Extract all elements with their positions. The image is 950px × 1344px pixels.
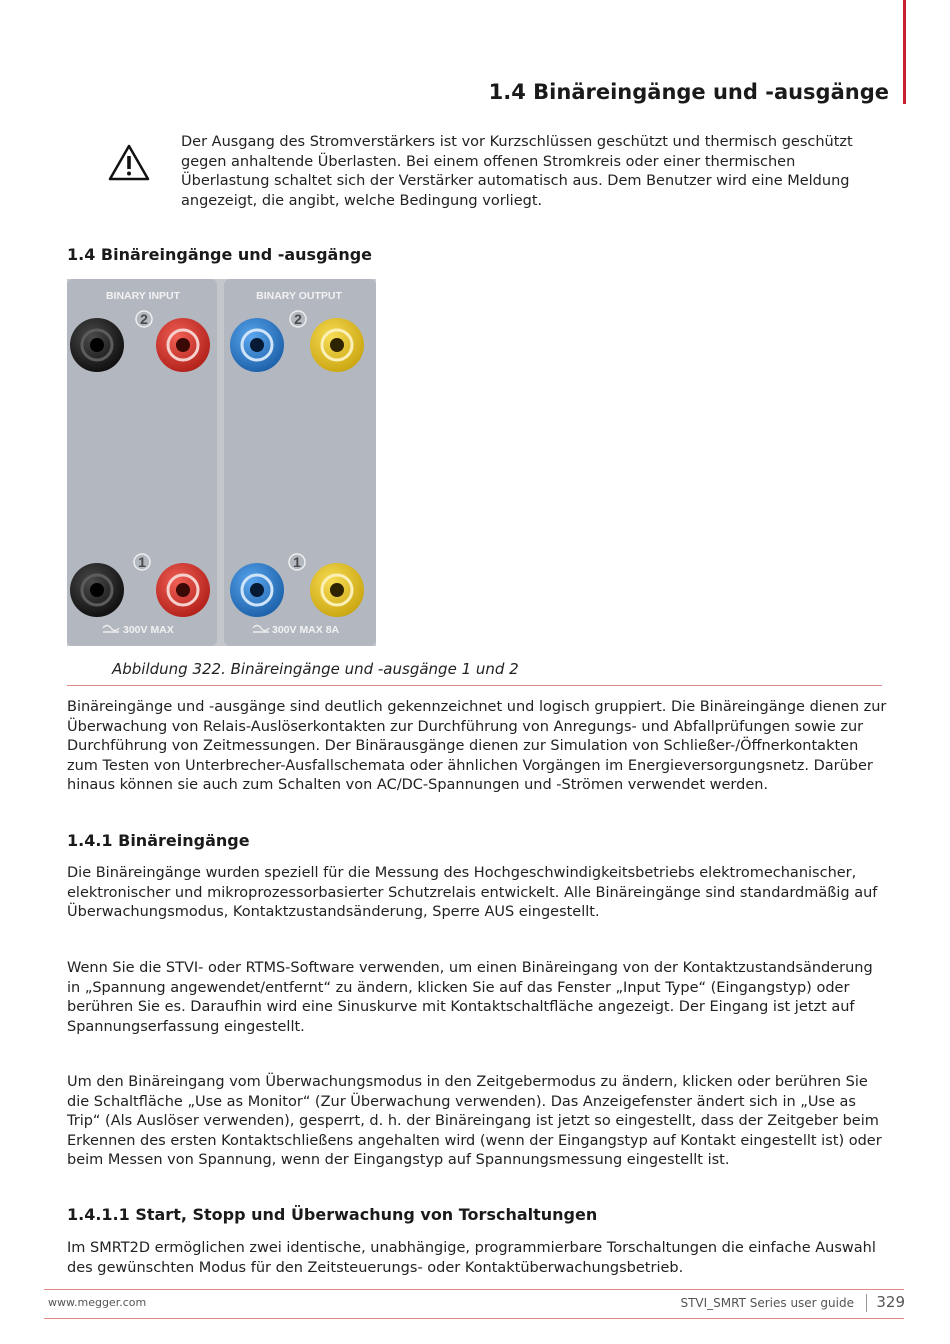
warning-triangle-icon: [108, 144, 150, 182]
jack-red-2: [156, 318, 210, 372]
section-title: 1.4 Binäreingänge und -ausgänge: [67, 245, 373, 264]
footer-website: www.megger.com: [48, 1296, 147, 1309]
binary-output-label: BINARY OUTPUT: [256, 290, 342, 302]
jack-yellow-1: [310, 563, 364, 617]
figure-caption: Abbildung 322. Binäreingänge und -ausgänge 1 und 2: [112, 660, 519, 678]
jack-black-2: [70, 318, 124, 372]
binary-input-label: BINARY INPUT: [105, 290, 181, 302]
subsection-paragraph-2: Wenn Sie die STVI- oder RTMS-Software verwenden, um einen Binäreingang von der Kontaktzustandsänderung in „Spannung angewendet/entfernt“ zu ändern, klicken Sie auf das Fenster „Input Type“ (Eingangstyp) oder berühren Sie es. Daraufhin wird eine Sinuskurve mit Kontaktschaltfläche angezeigt. Der Eingang ist jetzt auf Spannungserfassung eingestellt.: [67, 960, 873, 1035]
page-number: 329: [876, 1293, 905, 1311]
footer-top-rule: [44, 1289, 904, 1290]
terminal-number-2-input: 2: [140, 311, 148, 327]
page-header-title: 1.4 Binäreingänge und -ausgänge: [488, 80, 889, 104]
jack-blue-2: [230, 318, 284, 372]
subsection-paragraph-1: Die Binäreingänge wurden speziell für die Messung des Hochgeschwindigkeitsbetriebs elektromechanischer, elektronischer und mikroprozessorbasierter Schutzrelais entwickelt. Alle Binäreingänge sind standardmäßig auf Überwachungsmodus, Kontaktzustandsänderung, Sperre AUS eingestellt.: [67, 865, 878, 920]
subsubsection-paragraph: Im SMRT2D ermöglichen zwei identische, unabhängige, programmierbare Torschaltungen die einfache Auswahl des gewünschten Modus für den Zeitsteuerungs- oder Kontaktüberwachungsbetrieb.: [67, 1240, 876, 1276]
footer-divider: [866, 1294, 867, 1312]
intro-paragraph: Binäreingänge und -ausgänge sind deutlich gekennzeichnet und logisch gruppiert. Die Binäreingänge dienen zur Überwachung von Relais-Auslöserkontakten zur Durchführung von Anregungs- und Abfallprüfungen sowie zur Durchführung von Zeitmessungen. Der Binärausgänge dienen zur Simulation von Schließer-/Öffnerkontakten zum Testen von Unterbrecher-Ausfallschemata oder ähnlichen Vorgängen im Energieversorgungsnetz. Darüber hinaus können sie auch zum Schalten von AC/DC-Spannungen und -Strömen verwendet werden.: [67, 699, 887, 793]
binary-io-panel-figure: [67, 279, 376, 646]
input-rating-label: 300V MAX: [123, 624, 174, 636]
footer-bottom-rule: [44, 1318, 904, 1319]
header-accent-bar: [903, 0, 906, 104]
subsubsection-title: 1.4.1.1 Start, Stopp und Überwachung von Torschaltungen: [67, 1205, 598, 1224]
jack-blue-1: [230, 563, 284, 617]
terminal-number-1-output: 1: [293, 554, 301, 570]
jack-red-1: [156, 563, 210, 617]
subsection-paragraph-3: Um den Binäreingang vom Überwachungsmodus in den Zeitgebermodus zu ändern, klicken oder berühren Sie die Schaltfläche „Use as Monitor“ (Zur Überwachung verwenden). Das Anzeigefenster ändert sich in „Use as Trip“ (Als Auslöser verwenden), gesperrt, d. h. der Binäreingang ist jetzt so eingestellt, dass der Zeitgeber beim Erkennen des ersten Kontaktschließens angehalten wird (wenn der Eingangstyp auf Kontakt eingestellt ist) oder beim Messen von Spannung, wenn der Eingangstyp auf Spannungsmessung eingestellt ist.: [67, 1074, 882, 1168]
jack-black-1: [70, 563, 124, 617]
terminal-number-1-input: 1: [138, 554, 146, 570]
output-rating-label: 300V MAX 8A: [272, 624, 340, 636]
subsection-title: 1.4.1 Binäreingänge: [67, 831, 250, 850]
caption-divider: [67, 685, 882, 686]
footer-guide-title: STVI_SMRT Series user guide: [680, 1296, 854, 1310]
warning-text: Der Ausgang des Stromverstärkers ist vor Kurzschlüssen geschützt und thermisch geschützt gegen anhaltende Überlasten. Bei einem offenen Stromkreis oder einer thermischen Überlastung schaltet sich der Verstärker automatisch aus. Dem Benutzer wird eine Meldung angezeigt, die angibt, welche Bedingung vorliegt.: [181, 134, 853, 209]
terminal-number-2-output: 2: [294, 311, 302, 327]
jack-yellow-2: [310, 318, 364, 372]
